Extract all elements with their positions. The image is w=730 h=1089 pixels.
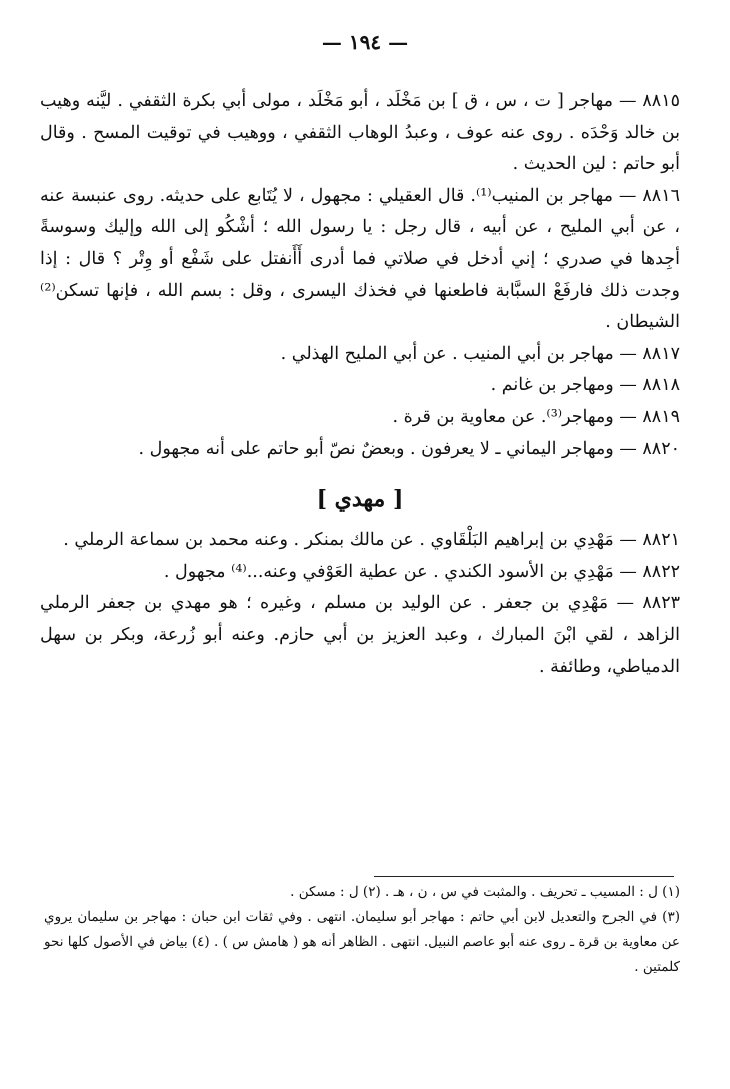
entry-8819: ٨٨١٩ — ومهاجر⁽³⁾. عن معاوية بن قرة .	[392, 406, 680, 427]
footnotes	[44, 880, 680, 980]
entry-8822: ٨٨٢٢ — مَهْدِي بن الأسود الكندي . عن عطية العَوْفي وعنه...⁽⁴⁾ مجهول .	[163, 561, 680, 582]
entry-8820: ٨٨٢٠ — ومهاجر اليماني ـ لا يعرفون . وبعضٌ نصّ أبو حاتم على أنه مجهول .	[138, 438, 680, 459]
main-text	[40, 86, 680, 683]
entry-8816: ٨٨١٦ — مهاجر بن المنيب⁽¹⁾. قال العقيلي : مجهول ، لا يُتَابع على حديثه. روى عنبسة عنه ، عن أبي المليح ، عن أبيه ، قال رجل : يا رسول الله ؛ أشْكُو إلى الله وإليك وسوسةً أجِدها في صدري ؛ إني أدخل في صلاتي فما أدرى أَأَنفتل على شَفْع أو وِتْر ؟ قال : إذا وجدت ذلك فارفَعْ السبَّابة فاطعنها في فخذك اليسرى ، وقل : بسم الله ، فإنها تسكن⁽²⁾ الشيطان .	[40, 185, 681, 333]
page-number: — ١٩٤ —	[321, 30, 409, 54]
footnote-1-2: (١) ل : المسيب ـ تحريف . والمثبت في س ، ن ، هـ . (٢) ل : مسكن .	[290, 884, 680, 900]
entry-8823: ٨٨٢٣ — مَهْدِي بن جعفر . عن الوليد بن مسلم ، وغيره ؛ هو مهدي بن جعفر الرملي الزاهد ، لقي ابْنَ المبارك ، وعبد العزيز بن أبي حازم. وعنه أبو زُرعة، وبكر بن سهل الدمياطي، وطائفة .	[40, 593, 680, 677]
footnote-3-4: (٣) في الجرح والتعديل لابن أبي حاتم : مهاجر أبو سليمان. انتهى . وفي ثقات ابن حبان : مهاجر بن سليمان يروي عن معاوية بن قرة ـ روى عنه أبو عاصم النبيل. انتهى . الظاهر أنه هو ( هامش س ) . (٤) بياض في الأصول كلها نحو كلمتين .	[44, 909, 680, 975]
entry-8821: ٨٨٢١ — مَهْدِي بن إبراهيم البَلْقَاوي . عن مالك بمنكر . وعنه محمد بن سماعة الرملي .	[63, 530, 680, 551]
entry-8818: ٨٨١٨ — ومهاجر بن غانم .	[490, 375, 680, 396]
entry-8815: ٨٨١٥ — مهاجر [ ت ، س ، ق ] بن مَخْلَد ، أبو مَخْلَد ، مولى أبي بكرة الثقفي . ليَّنه وهيب بن خالد وَحْدَه . روى عنه عوف ، وعبدُ الوهاب الثقفي ، ووهيب في توقيت المسح . وقال أبو حاتم : لين الحديث .	[40, 91, 680, 175]
section-heading: [ مهدي ]	[316, 486, 404, 513]
entry-8817: ٨٨١٧ — مهاجر بن أبي المنيب . عن أبي المليح الهذلي .	[280, 343, 680, 364]
footnote-divider	[374, 876, 674, 877]
